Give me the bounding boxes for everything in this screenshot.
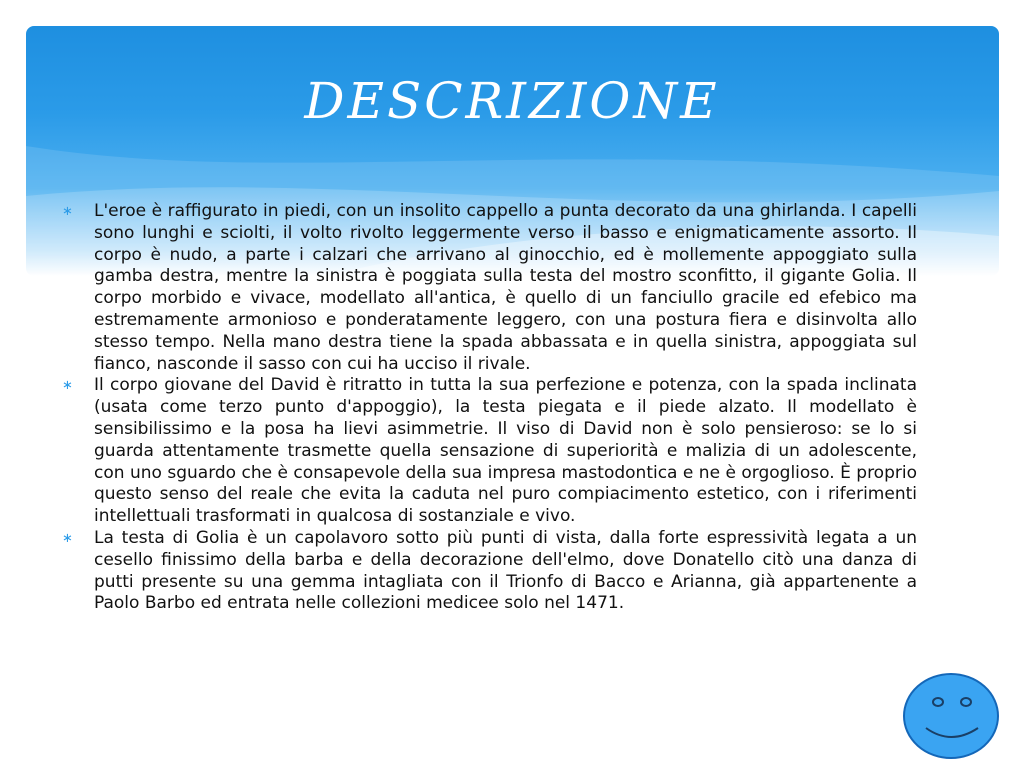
bullet-text: L'eroe è raffigurato in piedi, con un insolito cappello a punta decorato da una ghirlanda. I capelli sono lunghi e sciolti, il volto rivolto leggermente verso il basso e enigmaticamente assorto. Il corpo è nudo, a parte i calzari che arrivano al ginocchio, ed è mollemente appoggiato sulla gamba destra, mentre la sinistra è poggiata sulla testa del mostro sconfitto, il gigante Golia. Il corpo morbido e vivace, modellato all'antica, è quello di un fanciullo gracile ed efebico ma estremamente armonioso e ponderatamente leggero, con una postura fiera e disinvolta allo stesso tempo. Nella mano destra tiene la spada abbassata e in quella sinistra, appoggiata sul fianco, nasconde il sasso con cui ha ucciso il rivale. (94, 201, 917, 374)
bullet-text: La testa di Golia è un capolavoro sotto più punti di vista, dalla forte espressività legata a un cesello finissimo della barba e della decorazione dell'elmo, dove Donatello citò una danza di putti presente su una gemma intagliata con il Trionfo di Bacco e Arianna, già appartenente a Paolo Barbo ed entrata nelle collezioni medicee solo nel 1471. (94, 527, 917, 614)
bullet-icon: ∗ (62, 378, 73, 394)
bullet-icon: ∗ (62, 530, 73, 546)
list-item (60, 375, 917, 528)
smiley-face-icon (902, 672, 1000, 760)
slide-title: DESCRIZIONE (304, 72, 720, 130)
list-item (60, 528, 917, 615)
bullet-icon: ∗ (62, 204, 73, 219)
bullet-text: Il corpo giovane del David è ritratto in tutta la sua perfezione e potenza, con la spada inclinata (usata come terzo punto d'appoggio), la testa piegata e il piede alzato. Il modellato è sensibilissimo e la posa ha lievi asimmetrie. Il viso di David non è solo pensieroso: se lo si guarda attentamente trasmette quella sensazione di superiorità e malizia di un adolescente, con uno sguardo che è consapevole della sua impresa mastodontica e ne è orgoglioso. È proprio questo senso del reale che evita la caduta nel puro compiacimento estetico, con i riferimenti intellettuali trasformati in qualcosa di sostanziale e vivo. (94, 375, 917, 527)
bullet-list (60, 201, 917, 615)
list-item (60, 201, 917, 375)
